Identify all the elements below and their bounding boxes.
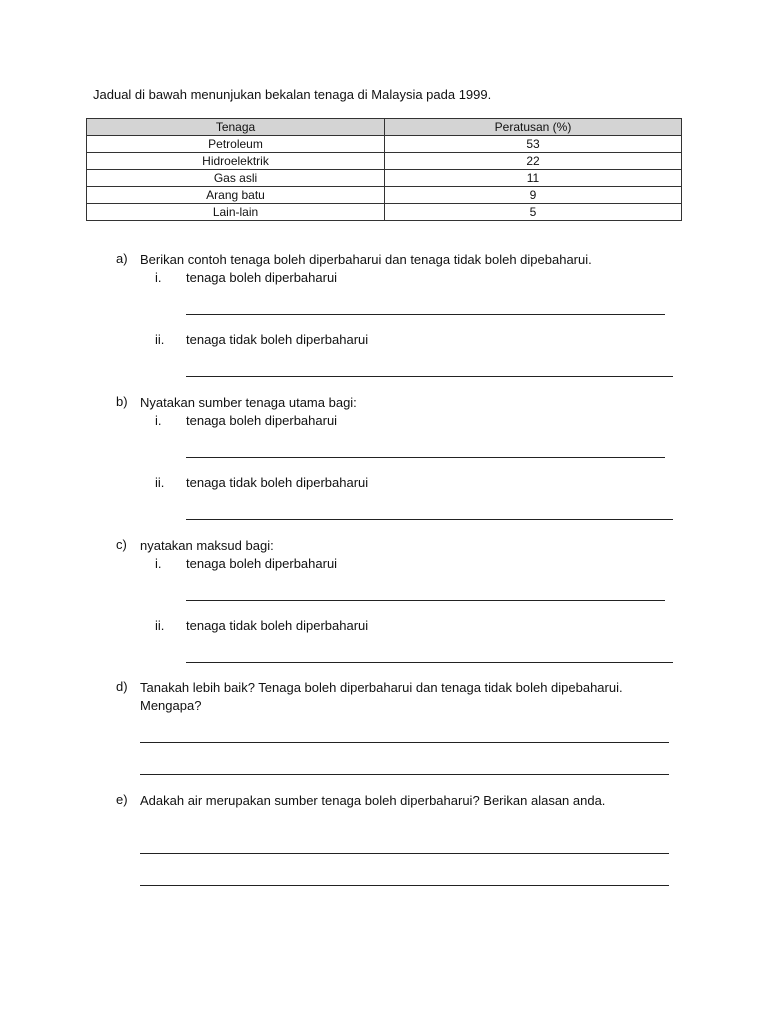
- answer-line[interactable]: [186, 314, 665, 315]
- roman-numeral: ii.: [155, 618, 165, 633]
- table-cell-percent: 9: [385, 187, 682, 204]
- question-letter: d): [116, 679, 128, 694]
- answer-line[interactable]: [186, 600, 665, 601]
- table-row: [87, 136, 682, 153]
- subquestion-text: tenaga tidak boleh diperbaharui: [186, 618, 369, 633]
- table-row: [87, 170, 682, 187]
- table-cell-percent: 53: [385, 136, 682, 153]
- table-cell-energy: Petroleum: [87, 136, 385, 153]
- table-cell-percent: 22: [385, 153, 682, 170]
- column-header-tenaga: Tenaga: [87, 119, 385, 136]
- subquestion-text: tenaga boleh diperbaharui: [186, 270, 338, 285]
- answer-line[interactable]: [186, 376, 673, 377]
- question-text: Nyatakan sumber tenaga utama bagi:: [140, 395, 357, 410]
- subquestion-text: tenaga tidak boleh diperbaharui: [186, 332, 369, 347]
- table-cell-energy: Hidroelektrik: [87, 153, 385, 170]
- roman-numeral: i.: [155, 413, 162, 428]
- table-row: [87, 204, 682, 221]
- table-header-row: [87, 119, 682, 136]
- energy-table: [86, 118, 682, 221]
- answer-line[interactable]: [186, 662, 673, 663]
- table-cell-energy: Arang batu: [87, 187, 385, 204]
- answer-line[interactable]: [140, 742, 669, 743]
- table-row: [87, 187, 682, 204]
- question-letter: a): [116, 251, 128, 266]
- table-cell-energy: Lain-lain: [87, 204, 385, 221]
- subquestion-text: tenaga boleh diperbaharui: [186, 413, 338, 428]
- column-header-peratusan: Peratusan (%): [385, 119, 682, 136]
- table-cell-percent: 11: [385, 170, 682, 187]
- table-cell-percent: 5: [385, 204, 682, 221]
- roman-numeral: ii.: [155, 475, 165, 490]
- subquestion-text: tenaga tidak boleh diperbaharui: [186, 475, 369, 490]
- subquestion-text: tenaga boleh diperbaharui: [186, 556, 338, 571]
- question-letter: c): [116, 537, 127, 552]
- question-text: Berikan contoh tenaga boleh diperbaharui dan tenaga tidak boleh dipebaharui.: [140, 252, 592, 267]
- question-letter: b): [116, 394, 128, 409]
- question-text: Tanakah lebih baik? Tenaga boleh diperbaharui dan tenaga tidak boleh dipebaharui. Mengapa?: [140, 680, 623, 713]
- answer-line[interactable]: [140, 853, 669, 854]
- roman-numeral: i.: [155, 556, 162, 571]
- answer-line[interactable]: [186, 519, 673, 520]
- answer-line[interactable]: [186, 457, 665, 458]
- table-row: [87, 153, 682, 170]
- question-letter: e): [116, 792, 128, 807]
- intro-text: Jadual di bawah menunjukan bekalan tenaga di Malaysia pada 1999.: [93, 87, 492, 102]
- answer-line[interactable]: [140, 774, 669, 775]
- question-text: Adakah air merupakan sumber tenaga boleh diperbaharui? Berikan alasan anda.: [140, 793, 606, 808]
- answer-line[interactable]: [140, 885, 669, 886]
- table-cell-energy: Gas asli: [87, 170, 385, 187]
- roman-numeral: i.: [155, 270, 162, 285]
- question-text: nyatakan maksud bagi:: [140, 538, 274, 553]
- roman-numeral: ii.: [155, 332, 165, 347]
